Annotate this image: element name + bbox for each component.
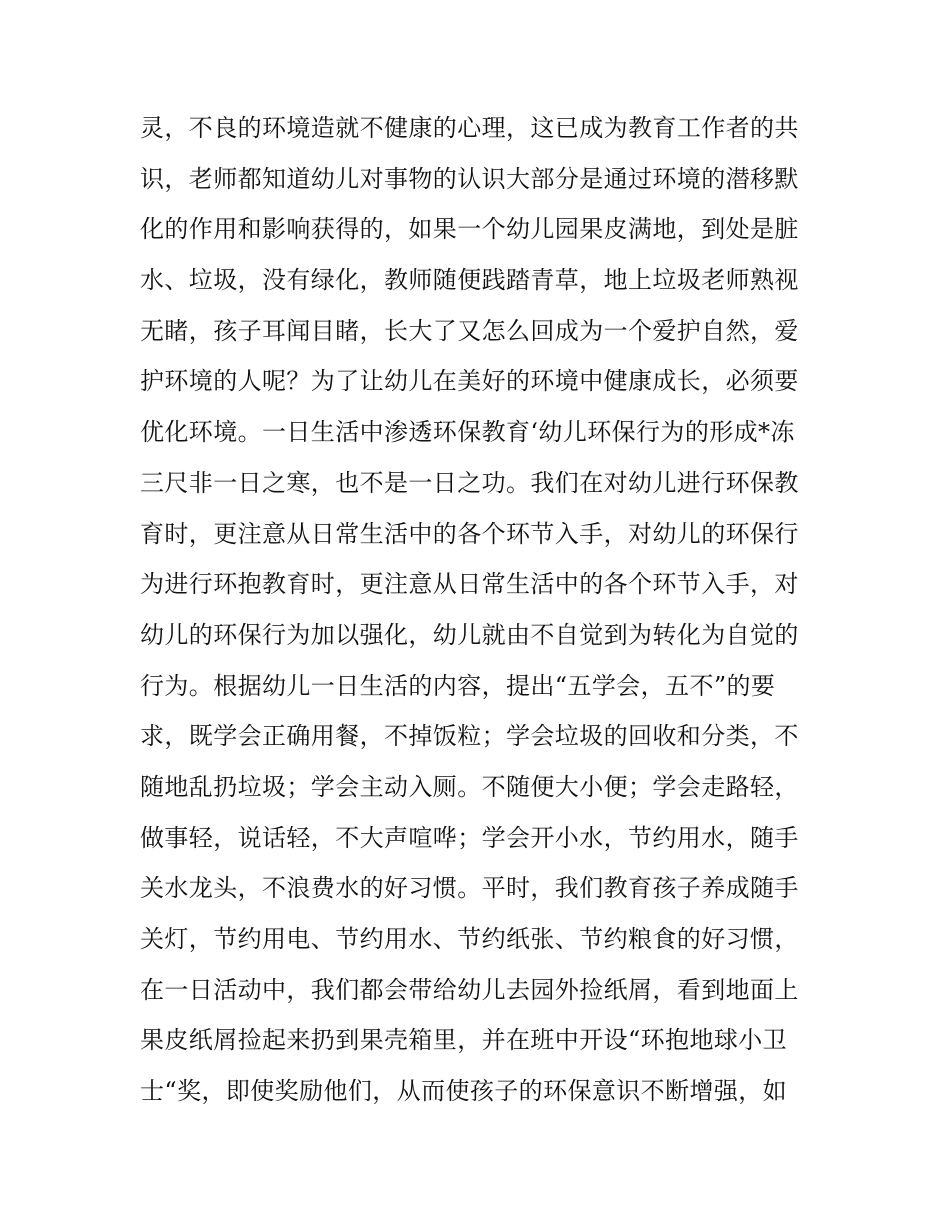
text-line-8: 三尺非一日之寒，也不是一日之功。我们在对幼儿进行环保教 bbox=[140, 468, 799, 497]
text-line-16: 关水龙头，不浪费水的好习惯。平时，我们教育孩子养成随手 bbox=[140, 874, 799, 903]
text-line-6: 护环境的人呢？为了让幼儿在美好的环境中健康成长，必须要 bbox=[140, 367, 799, 396]
text-line-3: 化的作用和影响获得的，如果一个幼儿园果皮满地，到处是脏 bbox=[140, 215, 799, 244]
text-line-10: 为进行环抱教育时，更注意从日常生活中的各个环节入手，对 bbox=[140, 570, 799, 599]
text-line-15: 做事轻，说话轻，不大声喧哗；学会开小水，节约用水，随手 bbox=[140, 823, 799, 852]
text-line-20: 士“奖，即使奖励他们，从而使孩子的环保意识不断增强，如 bbox=[140, 1077, 788, 1106]
text-line-19: 果皮纸屑捡起来扔到果壳箱里，并在班中开设“环抱地球小卫 bbox=[140, 1026, 788, 1055]
text-line-5: 无睹，孩子耳闻目睹，长大了又怎么回成为一个爱护自然，爱 bbox=[140, 316, 799, 345]
text-line-11: 幼儿的环保行为加以强化，幼儿就由不自觉到为转化为自觉的 bbox=[140, 620, 799, 649]
text-line-4: 水、垃圾，没有绿化，教师随便践踏青草，地上垃圾老师熟视 bbox=[140, 266, 799, 295]
text-line-17: 关灯，节约用电、节约用水、节约纸张、节约粮食的好习惯， bbox=[140, 925, 799, 953]
text-line-9: 育时，更注意从日常生活中的各个环节入手，对幼儿的环保行 bbox=[140, 519, 799, 548]
text-line-1: 灵，不良的环境造就不健康的心理，这已成为教育工作者的共 bbox=[140, 114, 799, 142]
text-line-14: 随地乱扔垃圾；学会主动入厕。不随便大小便；学会走路轻， bbox=[140, 772, 799, 801]
body-paragraph bbox=[140, 106, 820, 1120]
text-line-13: 求，既学会正确用餐，不掉饭粒；学会垃圾的回收和分类，不 bbox=[140, 722, 799, 751]
text-line-18: 在一日活动中，我们都会带给幼儿去园外捡纸屑，看到地面上 bbox=[140, 975, 799, 1004]
text-line-2: 识，老师都知道幼儿对事物的认识大部分是通过环境的潜移默 bbox=[140, 164, 799, 193]
text-line-7: 优化环境。一日生活中渗透环保教育‘幼儿环保行为的形成*冻 bbox=[140, 418, 795, 447]
text-line-12: 行为。根据幼儿一日生活的内容，提出“五学会，五不”的要 bbox=[140, 671, 776, 700]
